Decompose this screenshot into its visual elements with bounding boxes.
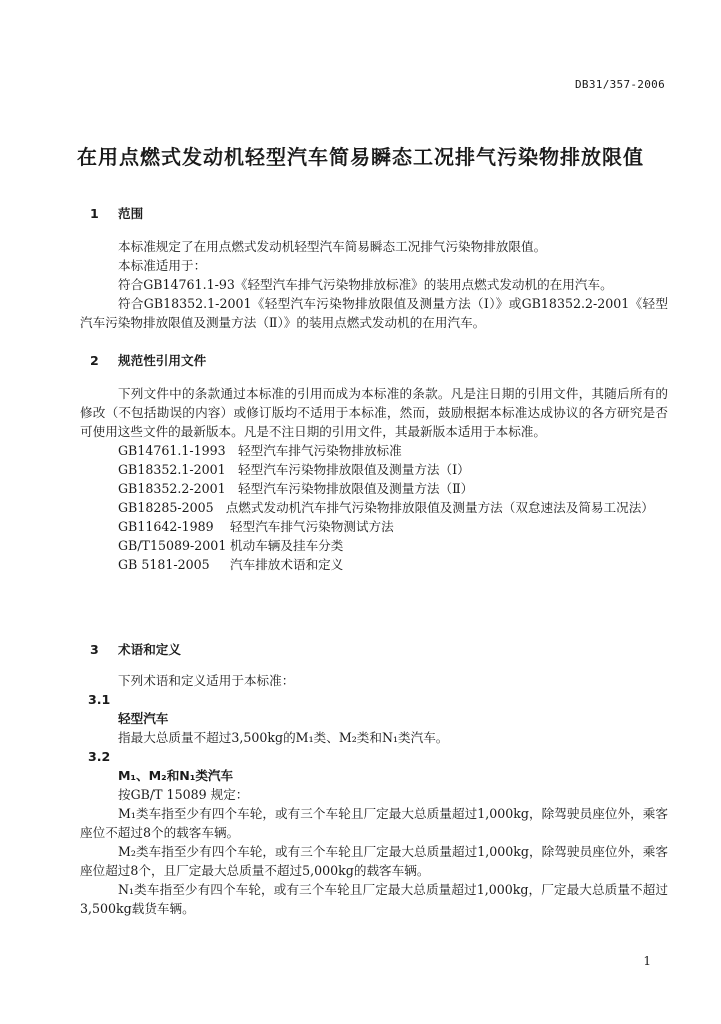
section-2-intro: 下列文件中的条款通过本标准的引用而成为本标准的条款。凡是注日期的引用文件，其随后所有的修改（不包括勘误的内容）或修订版均不适用于本标准，然而，鼓励根据本标准达成协议的各方研究是否可使用这些文件的最新版本。凡是不注日期的引用文件，其最新版本适用于本标准。 xyxy=(80,386,668,439)
section-1-paragraph-2: 本标准适用于： xyxy=(118,258,207,273)
clause-3-1-number: 3.1 xyxy=(88,692,111,707)
clause-3-2-number: 3.2 xyxy=(88,749,111,764)
section-1-paragraph-1: 本标准规定了在用点燃式发动机轻型汽车简易瞬态工况排气污染物排放限值。 xyxy=(118,239,547,254)
section-3-title: 术语和定义 xyxy=(118,642,181,657)
reference-item: GB18352.2-2001 轻型汽车污染物排放限值及测量方法（Ⅱ） xyxy=(118,481,474,496)
section-1-paragraph-3: 符合GB14761.1-93《轻型汽车排气污染物排放标准》的装用点燃式发动机的在用汽车。 xyxy=(118,277,613,292)
section-3-number: 3 xyxy=(90,642,99,657)
section-1-body xyxy=(80,237,668,332)
reference-item: GB/T15089-2001 机动车辆及挂车分类 xyxy=(118,538,344,553)
standard-code: DB31/357-2006 xyxy=(575,78,665,91)
section-1-paragraph-4: 符合GB18352.1-2001《轻型汽车污染物排放限值及测量方法（Ⅰ）》或GB18352.2-2001《轻型汽车污染物排放限值及测量方法（Ⅱ）》的装用点燃式发动机的在用汽车。 xyxy=(80,296,668,330)
section-2-body xyxy=(80,384,668,574)
section-3-body xyxy=(80,671,668,918)
section-1-number: 1 xyxy=(90,206,99,221)
clause-3-2-m1: M₁类车指至少有四个车轮，或有三个车轮且厂定最大总质量超过1,000kg，除驾驶员座位外，乘客座位不超过8个的载客车辆。 xyxy=(80,806,668,840)
reference-item: GB18352.1-2001 轻型汽车污染物排放限值及测量方法（Ⅰ） xyxy=(118,462,470,477)
reference-item: GB18285-2005 点燃式发动机汽车排气污染物排放限值及测量方法（双怠速法及简易工况法） xyxy=(118,500,654,515)
section-3-intro: 下列术语和定义适用于本标准： xyxy=(118,673,295,688)
section-1-title: 范围 xyxy=(118,206,144,221)
section-2-heading xyxy=(80,351,668,370)
clause-3-1-term: 轻型汽车 xyxy=(118,711,169,726)
reference-item: GB11642-1989 轻型汽车排气污染物测试方法 xyxy=(118,519,394,534)
clause-3-2-term: M₁、M₂和N₁类汽车 xyxy=(118,768,234,783)
clause-3-2-lead: 按GB/T 15089 规定： xyxy=(118,787,249,802)
section-1-heading xyxy=(80,204,668,223)
section-3-heading xyxy=(80,640,668,659)
document-title: 在用点燃式发动机轻型汽车简易瞬态工况排气污染物排放限值 xyxy=(77,145,644,169)
page-number: 1 xyxy=(643,954,651,968)
reference-item: GB 5181-2005 汽车排放术语和定义 xyxy=(118,557,344,572)
section-2-number: 2 xyxy=(90,353,99,368)
section-2-title: 规范性引用文件 xyxy=(118,353,207,368)
clause-3-2-m2: M₂类车指至少有四个车轮，或有三个车轮且厂定最大总质量超过1,000kg，除驾驶员座位外，乘客座位超过8个，且厂定最大总质量不超过5,000kg的载客车辆。 xyxy=(80,844,668,878)
clause-3-2-n1: N₁类车指至少有四个车轮，或有三个车轮且厂定最大总质量超过1,000kg，厂定最大总质量不超过3,500kg载货车辆。 xyxy=(80,882,668,916)
clause-3-1-definition: 指最大总质量不超过3,500kg的M₁类、M₂类和N₁类汽车。 xyxy=(118,730,449,745)
reference-item: GB14761.1-1993 轻型汽车排气污染物排放标准 xyxy=(118,443,402,458)
